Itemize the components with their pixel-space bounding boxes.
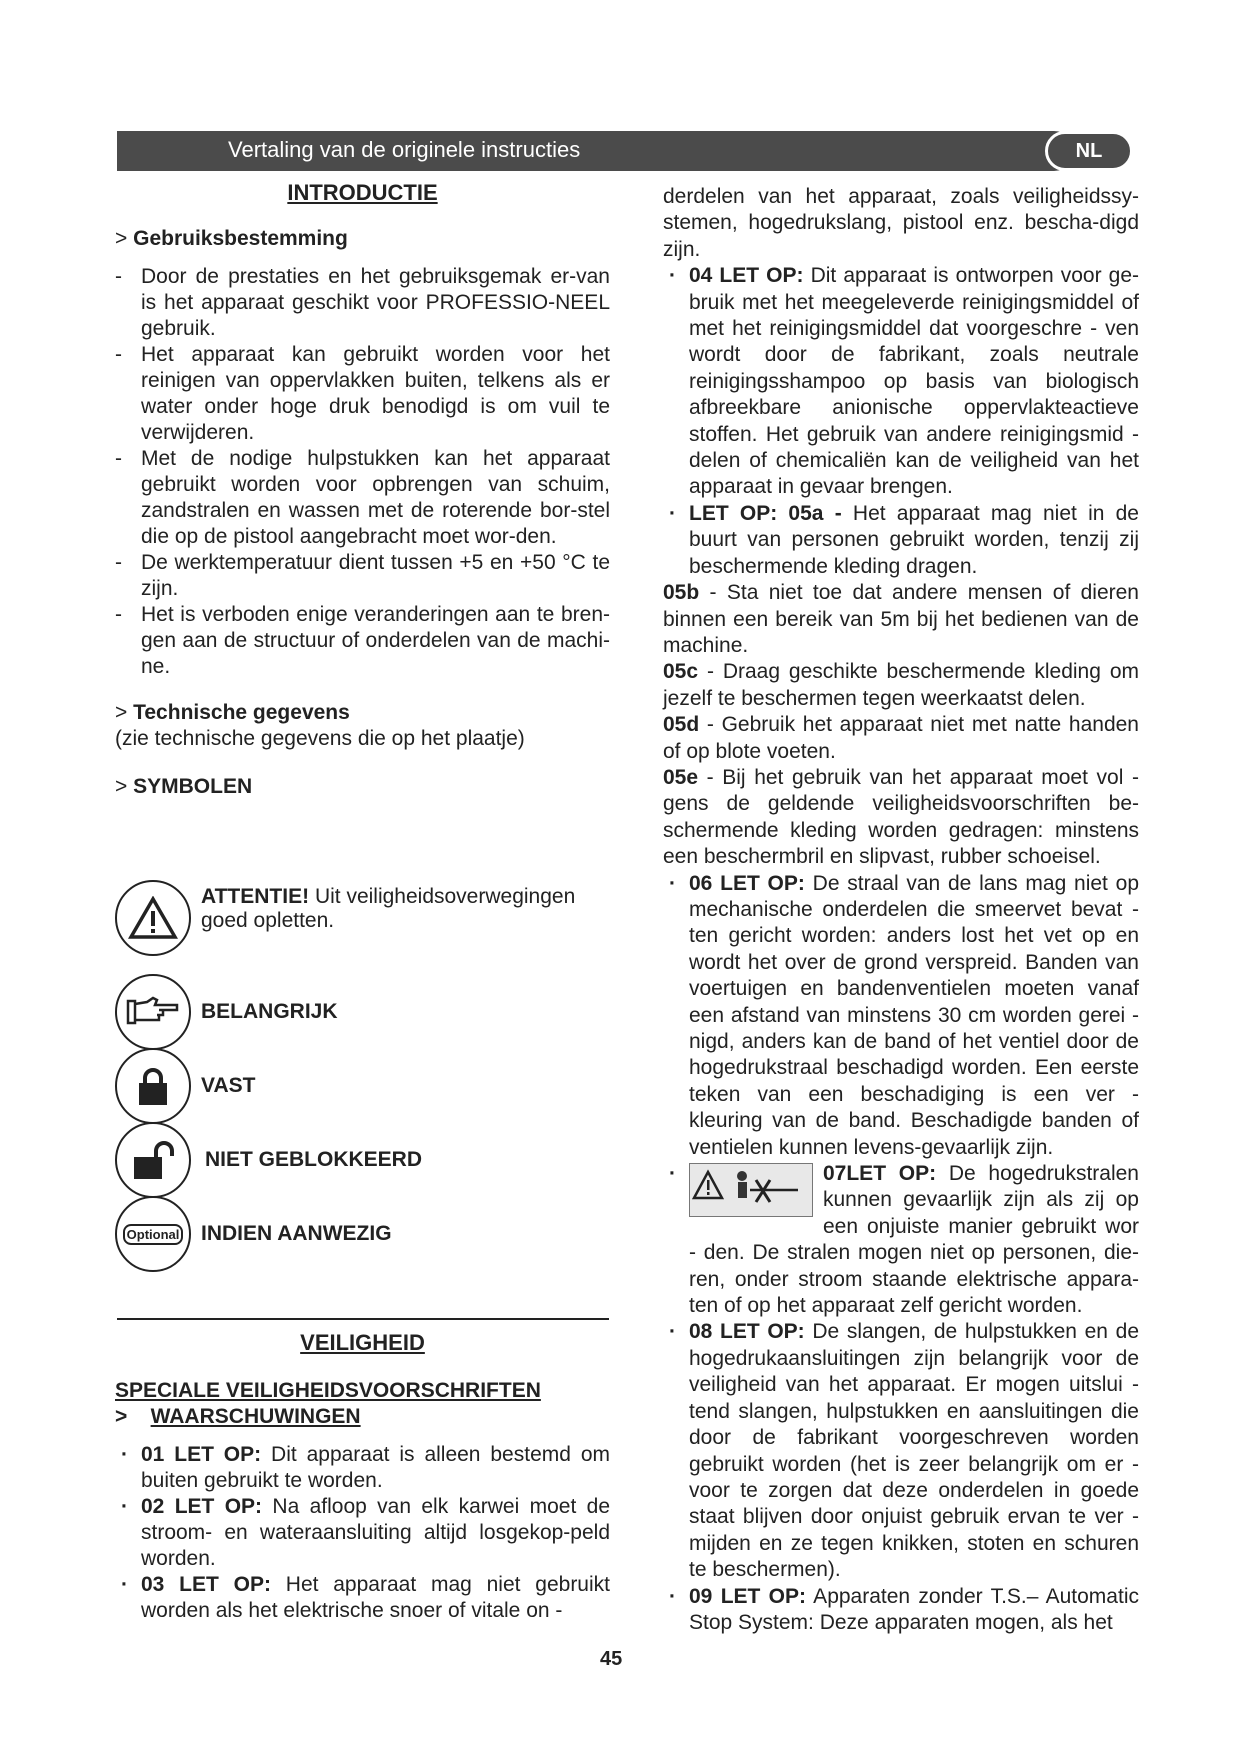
list-item: · 07LET OP: De hogedrukstralen kunnen gevaarlijk zijn als zij op een onjuiste manier gebruikt wor - den. De stralen mogen niet op personen, die-ren, onder stroom staande elektrische appara-ten of op het apparaat zelf gericht worden. <box>663 1161 1139 1319</box>
right-column <box>663 184 1139 1636</box>
special-title: SPECIALE VEILIGHEIDSVOORSCHRIFTEN <box>115 1379 541 1402</box>
symbol-row-indien-aanwezig <box>115 1196 392 1272</box>
paragraph-05d: 05d - Gebruik het apparaat niet met natte handen of op blote voeten. <box>663 713 1139 763</box>
section-divider <box>117 1318 609 1320</box>
symbol-label: BELANGRIJK <box>201 1000 338 1023</box>
list-item: - Het apparaat kan gebruikt worden voor het reinigen van oppervlakken buiten, telkens als er water onder hoge druk benodigd is om vuil te verwijderen. <box>115 342 610 446</box>
symbols-heading: > SYMBOLEN <box>115 775 253 798</box>
language-badge: NL <box>1045 131 1133 171</box>
padlock-open-icon <box>115 1122 191 1198</box>
symbol-row-niet-geblokkeerd <box>115 1122 422 1198</box>
safety-title: VEILIGHEID <box>300 1330 425 1355</box>
list-item: - De werktemperatuur dient tussen +5 en +50 °C te zijn. <box>115 550 610 602</box>
header-title: Vertaling van de originele instructies <box>228 137 581 162</box>
gebruik-heading: > Gebruiksbestemming <box>115 227 348 250</box>
symbol-row-attentie <box>115 880 611 956</box>
symbol-label: NIET GEBLOKKEERD <box>205 1148 423 1171</box>
safety-section <box>115 1330 610 1624</box>
list-item: · 02 LET OP: Na afloop van elk karwei moet de stroom- en wateraansluiting altijd losgekop-peld worden. <box>115 1494 610 1572</box>
warnings-heading: > WAARSCHUWINGEN <box>115 1405 361 1428</box>
list-item: - Door de prestaties en het gebruiksgemak er-van is het apparaat geschikt voor PROFESSIO-NEEL gebruik. <box>115 264 610 342</box>
intro-title: INTRODUCTIE <box>287 180 438 205</box>
list-item: · 08 LET OP: De slangen, de hulpstukken en de hogedrukaansluitingen zijn belangrijk voor de veiligheid van het apparaat. Er mogen uitslui - tend slangen, hulpstukken en aansluitingen die door de fabrikant voorgeschreven worden gebruikt worden (het is zeer belangrijk om er - voor te zorgen dat deze onderdelen in goede staat blijven door onjuist gebruik ervan te ver - mijden en ze tegen knikken, stoten en schuren te beschermen). <box>663 1319 1139 1583</box>
list-item: - Met de nodige hulpstukken kan het apparaat gebruikt worden voor opbrengen van schuim, zandstralen en wassen met de roterende bor-stel die op de pistool aangebracht moet wor-den. <box>115 446 610 550</box>
symbol-label: VAST <box>201 1074 256 1097</box>
pointing-hand-icon <box>115 974 191 1050</box>
list-item: · 06 LET OP: De straal van de lans mag niet op mechanische onderdelen die smeervet bevat - ten gericht worden: anders lost het vet op en wordt het over de grond verspreid. Banden van voertuigen en bandenventielen moeten vanaf een afstand van minstens 30 cm worden gerei - nigd, anders kan de band of het ventiel door de hogedrukstraal beschadigd worden. Een eerste teken van een beschadiging is een ver - kleuring van de band. Beschadigde banden of ventielen kunnen levens-gevaarlijk zijn. <box>663 871 1139 1161</box>
symbol-label: ATTENTIE! Uit veiligheidsoverwegingen goed opletten. <box>201 885 576 932</box>
tech-heading: > Technische gegevens <box>115 701 350 724</box>
paragraph-05e: 05e - Bij het gebruik van het apparaat moet vol - gens de geldende veiligheidsvoorschriften be-schermende kleding worden gedragen: minstens een beschermbril en slipvast, rubber schoeisel. <box>663 765 1139 869</box>
jet-warning-pictogram <box>689 1163 813 1217</box>
left-column <box>115 180 610 800</box>
symbol-row-belangrijk <box>115 974 338 1050</box>
list-item: · 09 LET OP: Apparaten zonder T.S.– Automatic Stop System: Deze apparaten mogen, als het <box>663 1584 1139 1637</box>
paragraph-03-continued: derdelen van het apparaat, zoals veiligheidssy-stemen, hogedrukslang, pistool enz. bescha-digd zijn. <box>663 185 1139 261</box>
padlock-closed-icon <box>115 1048 191 1124</box>
list-item: · 01 LET OP: Dit apparaat is alleen bestemd om buiten gebruikt te worden. <box>115 1442 610 1494</box>
list-item: · 03 LET OP: Het apparaat mag niet gebruikt worden als het elektrische snoer of vitale on - <box>115 1572 610 1624</box>
page-number: 45 <box>600 1648 623 1670</box>
list-item: · 04 LET OP: Dit apparaat is ontworpen voor ge-bruik met het meegeleverde reinigingsmiddel of met het reinigingsmiddel dat voorgeschre - ven wordt door de fabrikant, zoals neutrale reinigingsshampoo op basis van biologisch afbreekbare anionische oppervlakteactieve stoffen. Het gebruik van andere reinigingsmid - delen of chemicaliën kan de veiligheid van het apparaat in gevaar brengen. <box>663 263 1139 501</box>
list-item: · LET OP: 05a - Het apparaat mag niet in de buurt van personen gebruikt worden, tenzij zij beschermende kleding dragen. <box>663 501 1139 580</box>
paragraph-05b: 05b - Sta niet toe dat andere mensen of dieren binnen een bereik van 5m bij het bedienen van de machine. <box>663 581 1139 657</box>
warning-triangle-icon <box>115 880 191 956</box>
symbol-label: INDIEN AANWEZIG <box>201 1222 392 1245</box>
symbol-row-vast <box>115 1048 255 1124</box>
list-item: - Het is verboden enige veranderingen aan te bren-gen aan de structuur of onderdelen van de machi-ne. <box>115 602 610 680</box>
paragraph-05c: 05c - Draag geschikte beschermende kleding om jezelf te beschermen tegen weerkaatst delen. <box>663 660 1139 710</box>
tech-note: (zie technische gegevens die op het plaatje) <box>115 727 525 750</box>
optional-icon: Optional <box>115 1196 191 1272</box>
